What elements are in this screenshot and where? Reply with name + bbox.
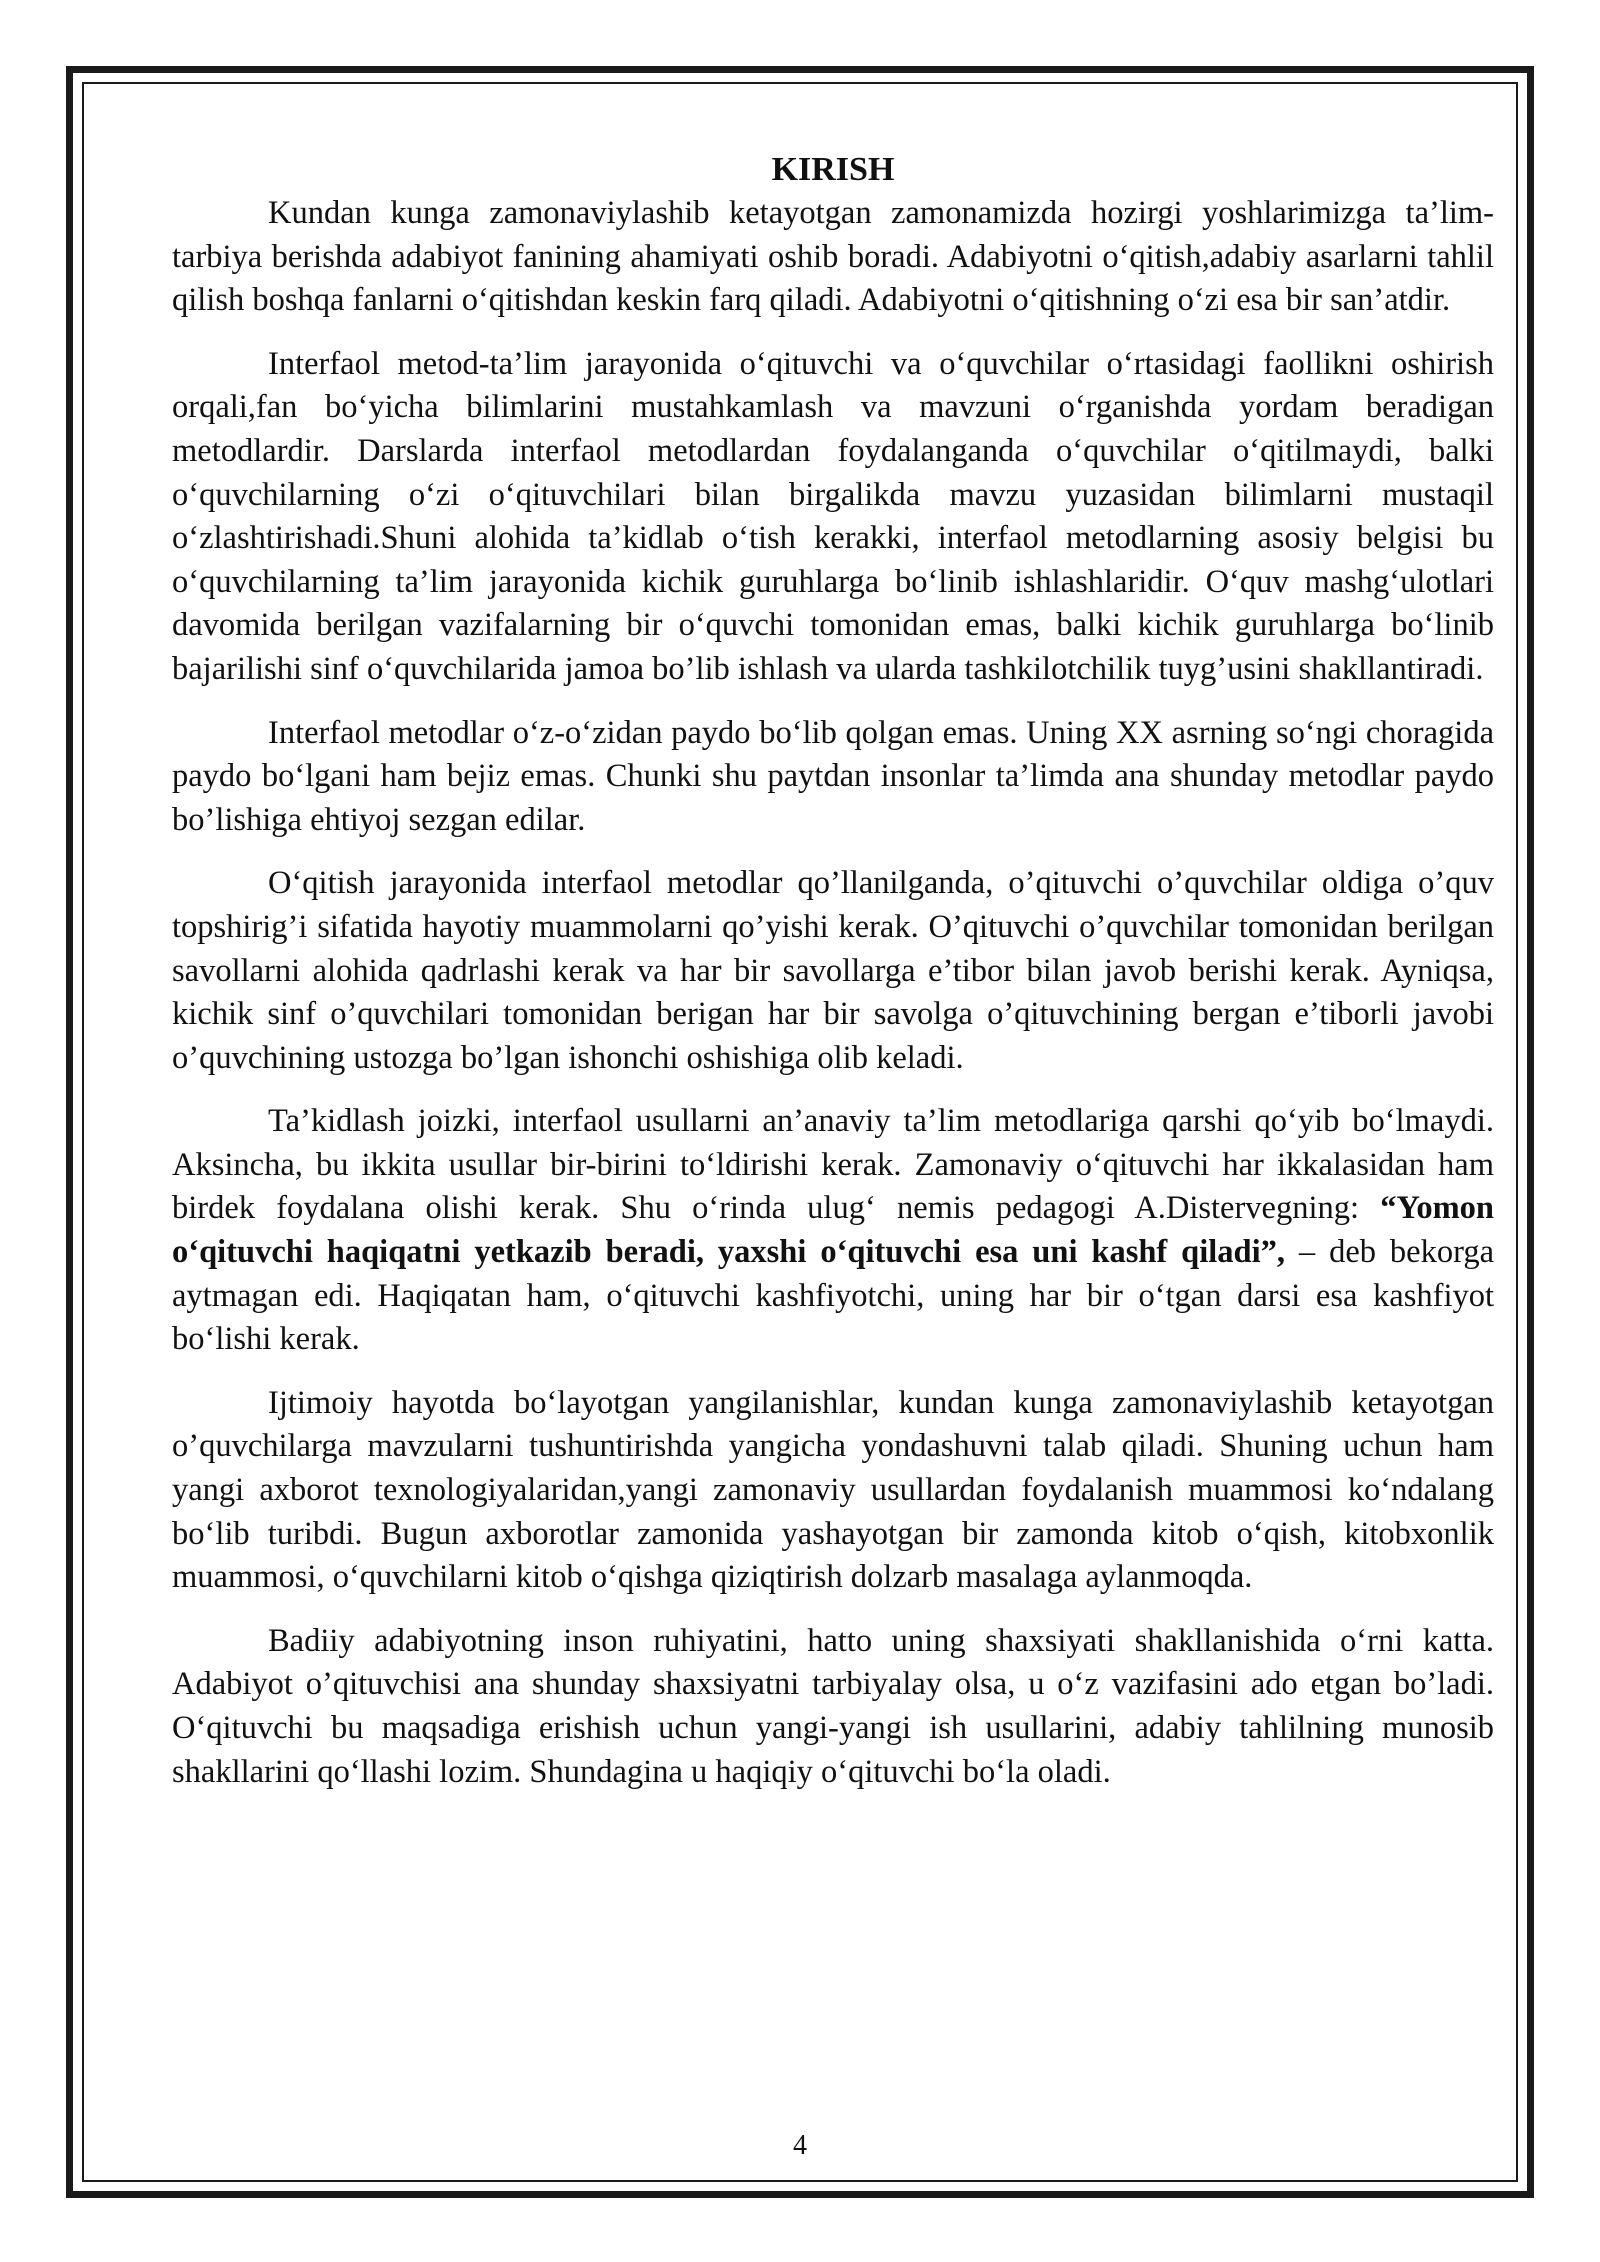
quote-outro-text: – deb bekorga aytmagan edi. Haqiqatan ham, o‘qituvchi kashfiyotchi, uning har bir o‘tgan darsi esa kashfiyot bo‘lishi kerak.	[172, 1234, 1495, 1358]
paragraph-1: Kundan kunga zamonaviylashib ketayotgan zamonamizda hozirgi yoshlarimizga ta’lim-tarbiya berishda adabiyot fanining ahamiyati oshib boradi. Adabiyotni o‘qitish,adabiy asarlarni tahlil qilish boshqa fanlarni o‘qitishdan keskin farq qiladi. Adabiyotni o‘qitishning o‘zi esa bir san’atdir.	[172, 195, 1494, 319]
paragraph-3: Interfaol metodlar o‘z-o‘zidan paydo bo‘lib qolgan emas. Uning XX asrning so‘ngi choragida paydo bo‘lgani ham bejiz emas. Chunki shu paytdan insonlar ta’limda ana shunday metodlar paydo bo’lishiga ehtiyoj sezgan edilar.	[172, 714, 1494, 838]
quote-text: “Yomon o‘qituvchi haqiqatni yetkazib beradi, yaxshi o‘qituvchi esa uni kashf qiladi”,	[172, 1190, 1494, 1271]
quote-intro-text: Ta’kidlash joizki, interfaol usullarni an’anaviy ta’lim metodlariga qarshi qo‘yib bo‘lmaydi. Aksincha, bu ikkita usullar bir-birini to‘ldirishi kerak. Zamonaviy o‘qituvchi har ikkalasidan ham birdek foydalana olishi kerak. Shu o‘rinda ulug‘ nemis pedagogi A.Distervegning:	[172, 1103, 1494, 1227]
paragraph-5-quote	[172, 1100, 1494, 1362]
page-number: 4	[793, 2130, 807, 2161]
paragraph-2: Interfaol metod-ta’lim jarayonida o‘qituvchi va o‘quvchilar o‘rtasidagi faollikni oshirish orqali,fan bo‘yicha bilimlarini mustahkamlash va mavzuni o‘rganishda yordam beradigan metodlardir. Darslarda interfaol metodlardan foydalanganda o‘quvchilar o‘qitilmaydi, balki o‘quvchilarning o‘zi o‘qituvchilari bilan birgalikda mavzu yuzasidan bilimlarni mustaqil o‘zlashtirishadi.Shuni alohida ta’kidlab o‘tish kerakki, interfaol metodlarning asosiy belgisi bu o‘quvchilarning ta’lim jarayonida kichik guruhlarga bo‘linib ishlashlaridir. O‘quv mashg‘ulotlari davomida berilgan vazifalarning bir o‘quvchi tomonidan emas, balki kichik guruhlarga bo‘linib bajarilishi sinf o‘quvchilarida jamoa bo’lib ishlash va ularda tashkilotchilik tuyg’usini shakllantiradi.	[172, 345, 1494, 687]
paragraph-4: O‘qitish jarayonida interfaol metodlar qo’llanilganda, o’qituvchi o’quvchilar oldiga o’quv topshirig’i sifatida hayotiy muammolarni qo’yishi kerak. O’qituvchi o’quvchilar tomonidan berilgan savollarni alohida qadrlashi kerak va har bir savollarga e’tibor bilan javob berishi kerak. Ayniqsa, kichik sinf o’quvchilari tomonidan berigan har bir savolga o’qituvchining bergan e’tiborli javobi o’quvchining ustozga bo’lgan ishonchi oshishiga olib keladi.	[172, 865, 1494, 1076]
document-body	[172, 148, 1494, 1814]
document-title: KIRISH	[771, 151, 895, 188]
paragraph-7: Badiiy adabiyotning inson ruhiyatini, hatto uning shaxsiyati shakllanishida o‘rni katta. Adabiyot o’qituvchisi ana shunday shaxsiyatni tarbiyalay olsa, u o‘z vazifasini ado etgan bo’ladi. O‘qituvchi bu maqsadiga erishish uchun yangi-yangi ish usullarini, adabiy tahlilning munosib shakllarini qo‘llashi lozim. Shundagina u haqiqiy o‘qituvchi bo‘la oladi.	[172, 1622, 1494, 1790]
paragraph-6: Ijtimoiy hayotda bo‘layotgan yangilanishlar, kundan kunga zamonaviylashib ketayotgan o’quvchilarga mavzularni tushuntirishda yangicha yondashuvni talab qiladi. Shuning uchun ham yangi axborot texnologiyalaridan,yangi zamonaviy usullardan foydalanish muammosi ko‘ndalang bo‘lib turibdi. Bugun axborotlar zamonida yashayotgan bir zamonda kitob o‘qish, kitobxonlik muammosi, o‘quvchilarni kitob o‘qishga qiziqtirish dolzarb masalaga aylanmoqda.	[172, 1384, 1494, 1596]
